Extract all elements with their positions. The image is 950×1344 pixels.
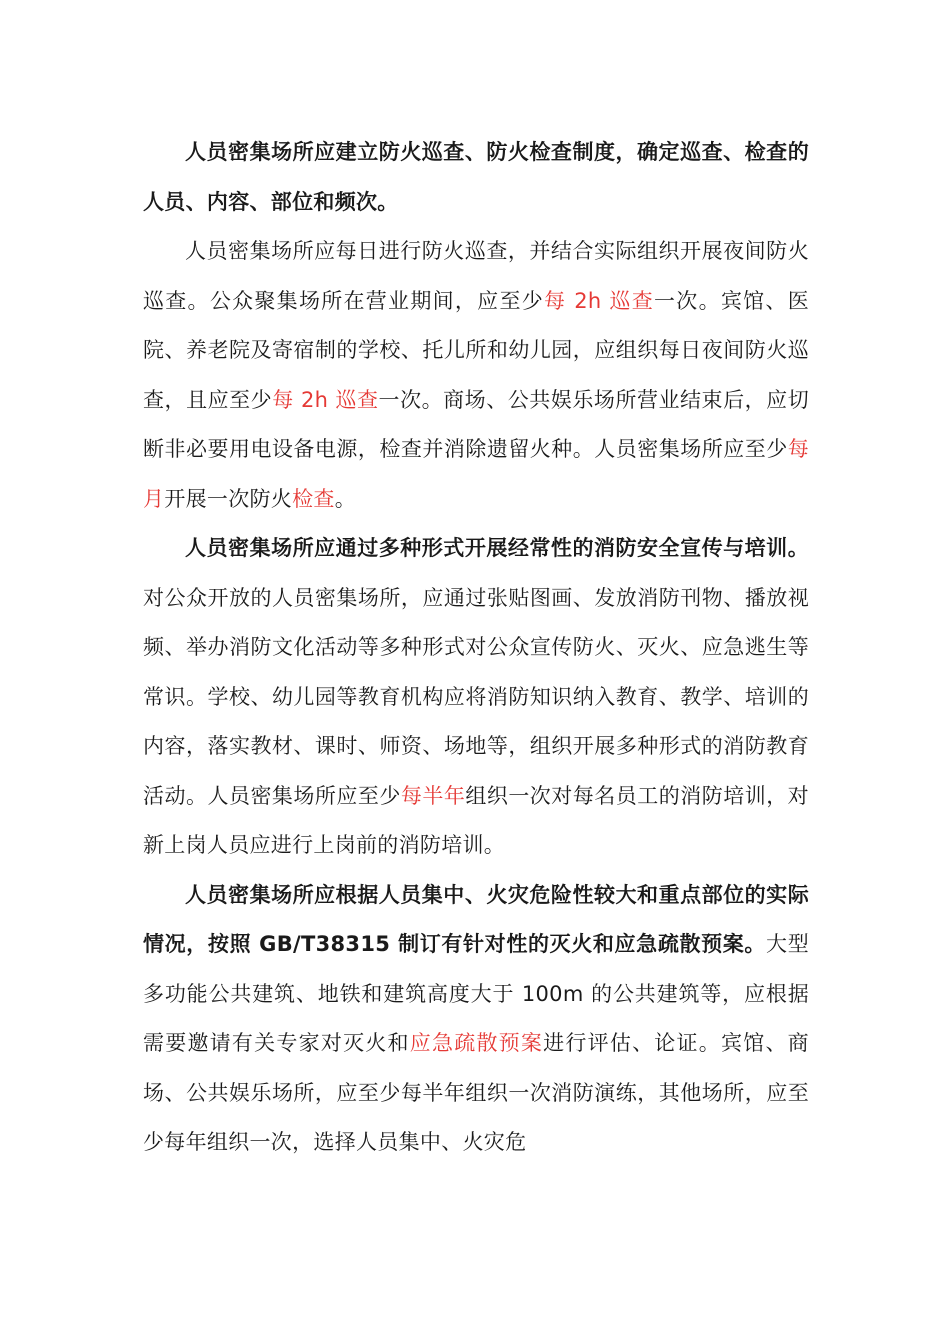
bold-heading-emergency-plan: 人员密集场所应根据人员集中、火灾危险性较大和重点部位的实际情况，按照 GB/T38315 制订有针对性的灭火和应急疏散预案。: [143, 882, 809, 956]
text-segment: 组织一次对每名员工的消防培训，对新上岗人员应进行上岗前的消防培训。: [143, 783, 809, 857]
text-segment: 一次。商场、公共娱乐场所营业结束后，应切断非必要用电设备电源，检查并消除遗留火种。人员密集场所应至少: [143, 387, 810, 461]
highlight-monthly: 每月: [143, 437, 809, 511]
text-segment: 大型多功能公共建筑、地铁和建筑高度大于 100m 的公共建筑等，应根据需要邀请有关专家对灭火和: [143, 932, 809, 1055]
text-segment: 对公众开放的人员密集场所，应通过张贴图画、发放消防刊物、播放视频、举办消防文化活动等多种形式对公众宣传防火、灭火、应急逃生等常识。学校、幼儿园等教育机构应将消防知识纳入教育、教学、培训的内容，落实教材、课时、师资、场地等，组织开展多种形式的消防教育活动。人员密集场所应至少: [143, 585, 809, 808]
document-body: [143, 128, 809, 1168]
paragraph-training: [143, 524, 809, 871]
paragraph-inspection-system: [143, 128, 809, 227]
paragraph-emergency-plan: [143, 871, 809, 1168]
highlight-every-2h-patrol-night: 每 2h 巡查: [272, 387, 379, 412]
text-segment: 开展一次防火: [164, 486, 293, 511]
highlight-inspection: 检查: [292, 486, 335, 511]
text-segment: 人员密集场所应每日进行防火巡查，并结合实际组织开展夜间防火巡查。公众聚集场所在营业期间，应至少: [143, 239, 809, 313]
highlight-every-2h-patrol: 每 2h 巡查: [544, 288, 655, 313]
paragraph-daily-patrol: [143, 227, 809, 524]
text-segment: 。: [334, 486, 357, 511]
bold-heading-training: 人员密集场所应通过多种形式开展经常性的消防安全宣传与培训。: [185, 536, 809, 560]
highlight-every-half-year: 每半年: [400, 783, 466, 808]
text-segment: 一次。宾馆、医院、养老院及寄宿制的学校、托儿所和幼儿园，应组织每日夜间防火巡查，且应至少: [143, 288, 809, 412]
bold-heading-inspection-system: 人员密集场所应建立防火巡查、防火检查制度，确定巡查、检查的人员、内容、部位和频次。: [143, 140, 809, 214]
highlight-evacuation-plan: 应急疏散预案: [409, 1031, 544, 1055]
text-segment: 进行评估、论证。宾馆、商场、公共娱乐场所，应至少每半年组织一次消防演练，其他场所，应至少每年组织一次，选择人员集中、火灾危: [143, 1031, 809, 1154]
